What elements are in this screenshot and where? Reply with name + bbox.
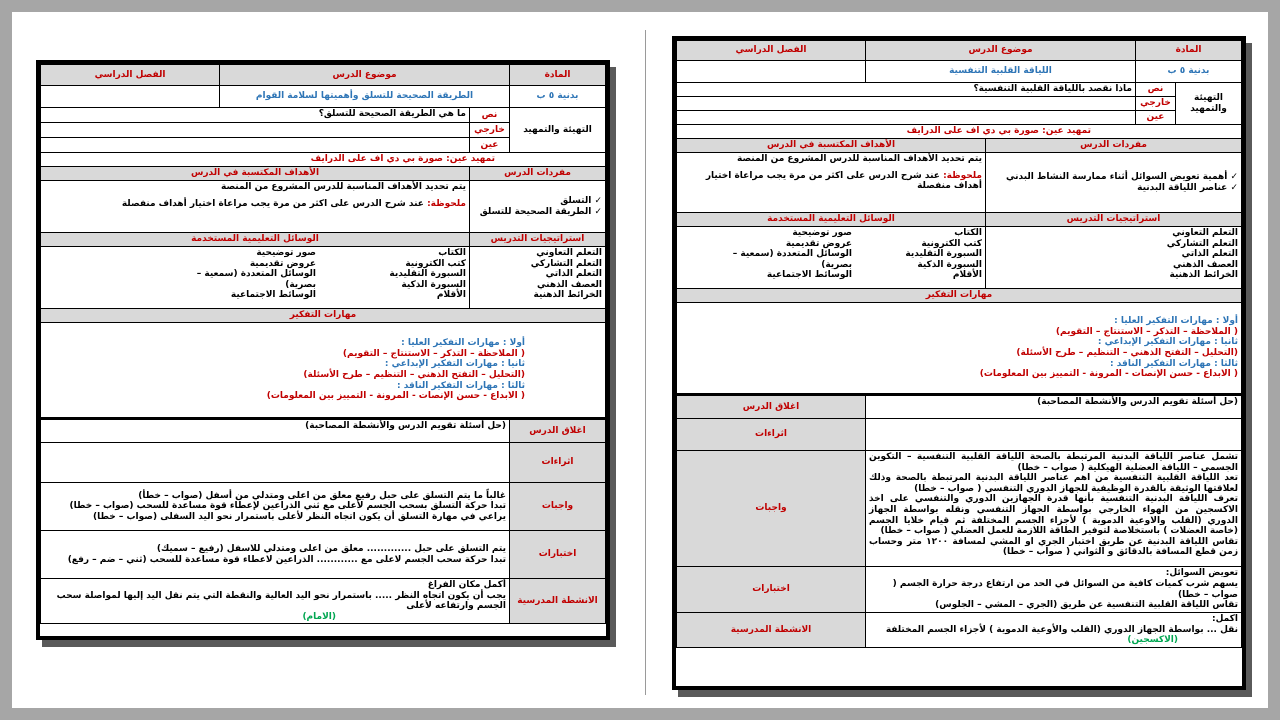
strategy-item: العصف الذهني <box>537 279 602 290</box>
thinking-l5: ثالثا : مهارات التفكير الناقد : <box>397 380 525 391</box>
test-item: يسهم شرب كميات كافية من السوائل في الحد من ارتفاع درجة حرارة الجسم ( صواب – خطا) <box>892 578 1238 600</box>
strategies-cell <box>986 227 1242 289</box>
strategy-item: الخرائط الذهنية <box>533 290 602 301</box>
vocab-cell <box>470 181 606 233</box>
test-item: تبدا حركة سحب الجسم لاعلى مع ............ الذراعين لاعطاء قوة مساعدة للسحب (ثني – ضم – رفع) <box>67 554 506 565</box>
homework-item: تشمل عناصر اللياقة البدنية المرتبطة بالصحة اللياقة القلبية التنفسية – التكوين الجسمي – اللياقة العضلية الهيكلية ( صواب – خطا) <box>868 452 1238 473</box>
aid-item: الوسائل المتعددة (سمعية – <box>196 269 316 280</box>
vocab-list <box>989 172 1238 193</box>
strategies-header: استراتيجيات التدريس <box>470 233 606 247</box>
aid-item: الوسائل المتعددة (سمعية – <box>732 249 852 260</box>
aids-col2 <box>197 248 316 301</box>
ain-label: عين <box>1136 111 1176 125</box>
aids-cell <box>677 227 986 289</box>
aid-item: كتب الكترونية <box>921 238 982 249</box>
intro-label: التهيئة والتمهيد <box>510 108 606 153</box>
thinking-header: مهارات التفكير <box>677 289 1242 303</box>
note-label: ملحوظة: <box>427 198 466 209</box>
tests-label: اختبارات <box>510 531 606 579</box>
thinking-l1: أولا : مهارات التفكير العليا : <box>1114 316 1238 327</box>
strategy-item: التعلم التشاركي <box>530 258 602 269</box>
homework-item: تعرف اللياقة البدنية التنفسية بأنها قدرة الجهازين الدوري والتنفسي على اخذ الاكسجين من الهواء الخارجي بواسطة الجهاز التنفسي ونقله بواسطة الجهاز الدوري (القلب والاوعية الدموية ) لأجزاء الجسم المختلفة ثم قيام خلايا الجسم (خاصة العضلات ) باستخلاصة لتوفير الطاقة اللازمة للعمل العضلي ( صواب – خطا) <box>868 494 1238 537</box>
aid-item: صور توضيحية <box>256 248 316 258</box>
intro-label: التهيئة والتمهيد <box>1176 83 1242 125</box>
test-item: يتم التسلق على حبل ............. معلق من اعلى ومتدلي للاسفل (رفيع – سميك) <box>156 543 506 554</box>
aid-item: بصرية) <box>821 259 852 270</box>
vocab-item: ✓ الطريقة الصحيحة للتسلق <box>473 207 602 218</box>
activity-answer: (الاكسجين) <box>1127 635 1178 646</box>
aid-item: عروض تقديمية <box>249 258 316 269</box>
activities-label: الانشطة المدرسية <box>677 613 866 648</box>
thinking-l2: ( الملاحظة – التذكر – الاستنتاج – التقويم) <box>1055 326 1238 337</box>
ain-value <box>677 111 1136 125</box>
goal-text: يتم تحديد الأهداف المناسبة للدرس المشروع من المنصة <box>220 182 466 192</box>
left-lesson-sheet <box>36 60 610 640</box>
strategy-item: الخرائط الذهنية <box>1169 270 1238 281</box>
closing-text: (حل أسئلة تقويم الدرس والأنشطة المصاحبة) <box>41 419 510 443</box>
goals-header: الأهداف المكتسبة في الدرس <box>41 167 470 181</box>
thinking-l2: ( الملاحظة – التذكر – الاستنتاج – التقويم) <box>342 348 525 359</box>
homework-item: تبدا حركة التسلق بسحب الجسم لأعلى مع ثني الذراعين لإعطاء قوة مساعدة للسحب (صواب – خطا) <box>69 501 506 512</box>
homework-item: تقاس اللياقة البدنية عن طريق اختبار الجري او المشي لمسافة ١٢٠٠ متر وحساب زمن قطع المسافة بالدقائق و الثواني ( صواب – خطا) <box>868 536 1238 558</box>
tamheed-text: تمهيد عين: صورة بي دي اف على الدرايف <box>41 153 606 167</box>
khariji-value <box>41 123 470 138</box>
closing-label: اغلاق الدرس <box>677 395 866 419</box>
vocab-header: مفردات الدرس <box>986 139 1242 153</box>
enrich-content <box>41 443 510 483</box>
topic-header: موضوع الدرس <box>865 41 1135 61</box>
semester-header: الفصل الدراسي <box>677 41 866 61</box>
thinking-l6: ( الابداع - حسن الإنصات - المرونة - التمييز بين المعلومات) <box>979 369 1238 380</box>
homework-item: يراعي في مهارة التسلق أن يكون اتجاه النظر لأعلى باستمرار نحو اليد السفلى (صواب – خطا) <box>93 511 506 522</box>
subject-header: المادة <box>510 65 606 86</box>
tamheed-text: تمهيد عين: صورة بي دي اف على الدرايف <box>677 125 1242 139</box>
test-item: تعويض السوائل: <box>1165 568 1238 579</box>
aid-item: السبورة الذكية <box>917 259 982 270</box>
enrich-label: اثراءات <box>677 419 866 451</box>
intro-question: ما هي الطريقة الصحيحة للتسلق؟ <box>41 108 470 123</box>
right-lesson-sheet <box>672 36 1246 690</box>
semester-value <box>677 61 866 83</box>
homework-item: غالباً ما يتم التسلق على حبل رفيع معلق من اعلى ومتدلي من أسفل (صواب – خطأ) <box>138 490 506 501</box>
strategies-header: استراتيجيات التدريس <box>986 213 1242 227</box>
homework-label: واجبات <box>677 451 866 567</box>
activity-item: يجب أن يكون اتجاه النظر ..... باستمرار نحو اليد العالية والنقطة التي يتم نقل اليد إليها لمواصلة سحب الجسم وارتفاعه لأعلى <box>56 590 506 612</box>
subject-value: بدنية ٥ ب <box>510 86 606 108</box>
aids-col2 <box>733 228 852 281</box>
goal-text: يتم تحديد الأهداف المناسبة للدرس المشروع من المنصة <box>736 154 982 164</box>
subject-header: المادة <box>1136 41 1242 61</box>
note-text: عند شرح الدرس على اكثر من مرة يجب مراعاة اختيار أهداف منفصلة <box>705 170 982 192</box>
goals-cell <box>677 153 986 213</box>
vocab-item: ✓ عناصر اللياقة البدنية <box>989 183 1238 194</box>
homework-cell <box>865 451 1241 567</box>
strategy-item: التعلم التشاركي <box>1166 238 1238 249</box>
note-label: ملحوظة: <box>943 170 982 181</box>
subject-value: بدنية ٥ ب <box>1136 61 1242 83</box>
strategy-item: العصف الذهني <box>1173 259 1238 270</box>
tests-cell <box>41 531 510 579</box>
vocab-cell <box>986 153 1242 213</box>
aid-item: الوسائط الاجتماعية <box>766 270 852 281</box>
aids-header: الوسائل التعليمية المستخدمة <box>41 233 470 247</box>
page-divider <box>645 30 646 695</box>
thinking-l1: أولا : مهارات التفكير العليا : <box>401 338 525 349</box>
homework-cell <box>41 483 510 531</box>
activities-label: الانشطة المدرسية <box>510 579 606 624</box>
aids-col1 <box>316 248 466 301</box>
thinking-l3: ثانيا : مهارات التفكير الإبداعي : <box>384 359 525 370</box>
ain-value <box>41 138 470 153</box>
goals-header: الأهداف المكتسبة في الدرس <box>677 139 986 153</box>
enrich-content <box>865 419 1241 451</box>
enrich-label: اثراءات <box>510 443 606 483</box>
aid-item: السبورة التقليدية <box>905 249 982 260</box>
aids-cell <box>41 247 470 309</box>
vocab-header: مفردات الدرس <box>470 167 606 181</box>
thinking-header: مهارات التفكير <box>41 309 606 323</box>
test-item: تقاس اللياقة القلبية التنفسية عن طريق (الجري – المشي – الجلوس) <box>935 600 1238 611</box>
activity-item: اكمل: <box>1212 614 1238 624</box>
thinking-l6: ( الابداع - حسن الإنصات - المرونة - التمييز بين المعلومات) <box>266 391 525 402</box>
aid-item: عروض تقديمية <box>785 238 852 249</box>
vocab-list <box>473 196 602 217</box>
tests-cell <box>865 567 1241 613</box>
note-text: عند شرح الدرس على اكثر من مرة يجب مراعاة اختيار أهداف منفصلة <box>121 198 424 209</box>
homework-label: واجبات <box>510 483 606 531</box>
strategy-item: التعلم الذاتي <box>1181 249 1238 260</box>
thinking-l4: (التحليل – التفتح الذهني – التنظيم – طرح الأسئلة) <box>1016 348 1238 358</box>
aid-item: كتب الكترونية <box>405 258 466 269</box>
activity-item: أكمل مكان الفراغ <box>427 580 506 590</box>
aids-col1 <box>852 228 982 281</box>
thinking-l5: ثالثا : مهارات التفكير الناقد : <box>1110 358 1238 369</box>
homework-item: تعد اللياقة القلبية التنفسية من اهم عناصر اللياقة البدنية المرتبطة بالصحة وذلك لعلاقتها الوثيقة بالقدرة الوظيفية للجهاز الدوري التنفسي ( صواب – خطا) <box>868 473 1238 494</box>
topic-value: الطريقة الصحيحة للتسلق وأهميتها لسلامة القوام <box>220 86 510 108</box>
activity-answer: (الامام) <box>302 611 336 622</box>
activities-cell <box>41 579 510 624</box>
aid-item: بصرية) <box>285 279 316 290</box>
left-lesson-table <box>40 64 606 624</box>
activities-cell <box>865 613 1241 648</box>
thinking-cell <box>677 303 1242 395</box>
aid-item: الكتاب <box>438 248 466 258</box>
nas-label: نص <box>470 108 510 123</box>
aid-item: صور توضيحية <box>792 228 852 238</box>
thinking-cell <box>41 323 606 419</box>
aid-item: السبورة التقليدية <box>389 269 466 280</box>
aid-item: الأقلام <box>436 290 466 301</box>
strategy-item: التعلم الذاتي <box>545 269 602 280</box>
semester-value <box>41 86 220 108</box>
aids-header: الوسائل التعليمية المستخدمة <box>677 213 986 227</box>
ain-label: عين <box>470 138 510 153</box>
topic-header: موضوع الدرس <box>220 65 510 86</box>
aid-item: السبورة الذكية <box>401 279 466 290</box>
thinking-l3: ثانيا : مهارات التفكير الإبداعي : <box>1097 337 1238 348</box>
khariji-value <box>677 97 1136 111</box>
goals-cell <box>41 181 470 233</box>
closing-text: (حل أسئلة تقويم الدرس والأنشطة المصاحبة) <box>865 395 1241 419</box>
closing-label: اغلاق الدرس <box>510 419 606 443</box>
khariji-label: خارجي <box>470 123 510 138</box>
strategy-item: التعلم التعاوني <box>536 248 602 258</box>
nas-label: نص <box>1136 83 1176 97</box>
semester-header: الفصل الدراسي <box>41 65 220 86</box>
aid-item: الكتاب <box>954 228 982 238</box>
strategies-cell <box>470 247 606 309</box>
topic-value: اللياقة القلبية التنفسية <box>865 61 1135 83</box>
khariji-label: خارجي <box>1136 97 1176 111</box>
intro-question: ماذا نقصد باللياقة القلبية التنفسية؟ <box>677 83 1136 97</box>
thinking-l4: (التحليل – التفتح الذهني – التنظيم – طرح الأسئلة) <box>303 370 525 380</box>
vocab-item: ✓ التسلق <box>473 196 602 207</box>
right-lesson-table <box>676 40 1242 648</box>
tests-label: اختبارات <box>677 567 866 613</box>
activity-item: نقل ... بواسطة الجهاز الدوري (القلب والأوعية الدموية ) لأجزاء الجسم المختلفة <box>885 624 1238 635</box>
vocab-item: ✓ أهمية تعويض السوائل أثناء ممارسة النشاط البدني <box>989 172 1238 183</box>
aid-item: الوسائط الاجتماعية <box>230 290 316 301</box>
aid-item: الأقلام <box>952 270 982 281</box>
strategy-item: التعلم التعاوني <box>1172 228 1238 238</box>
